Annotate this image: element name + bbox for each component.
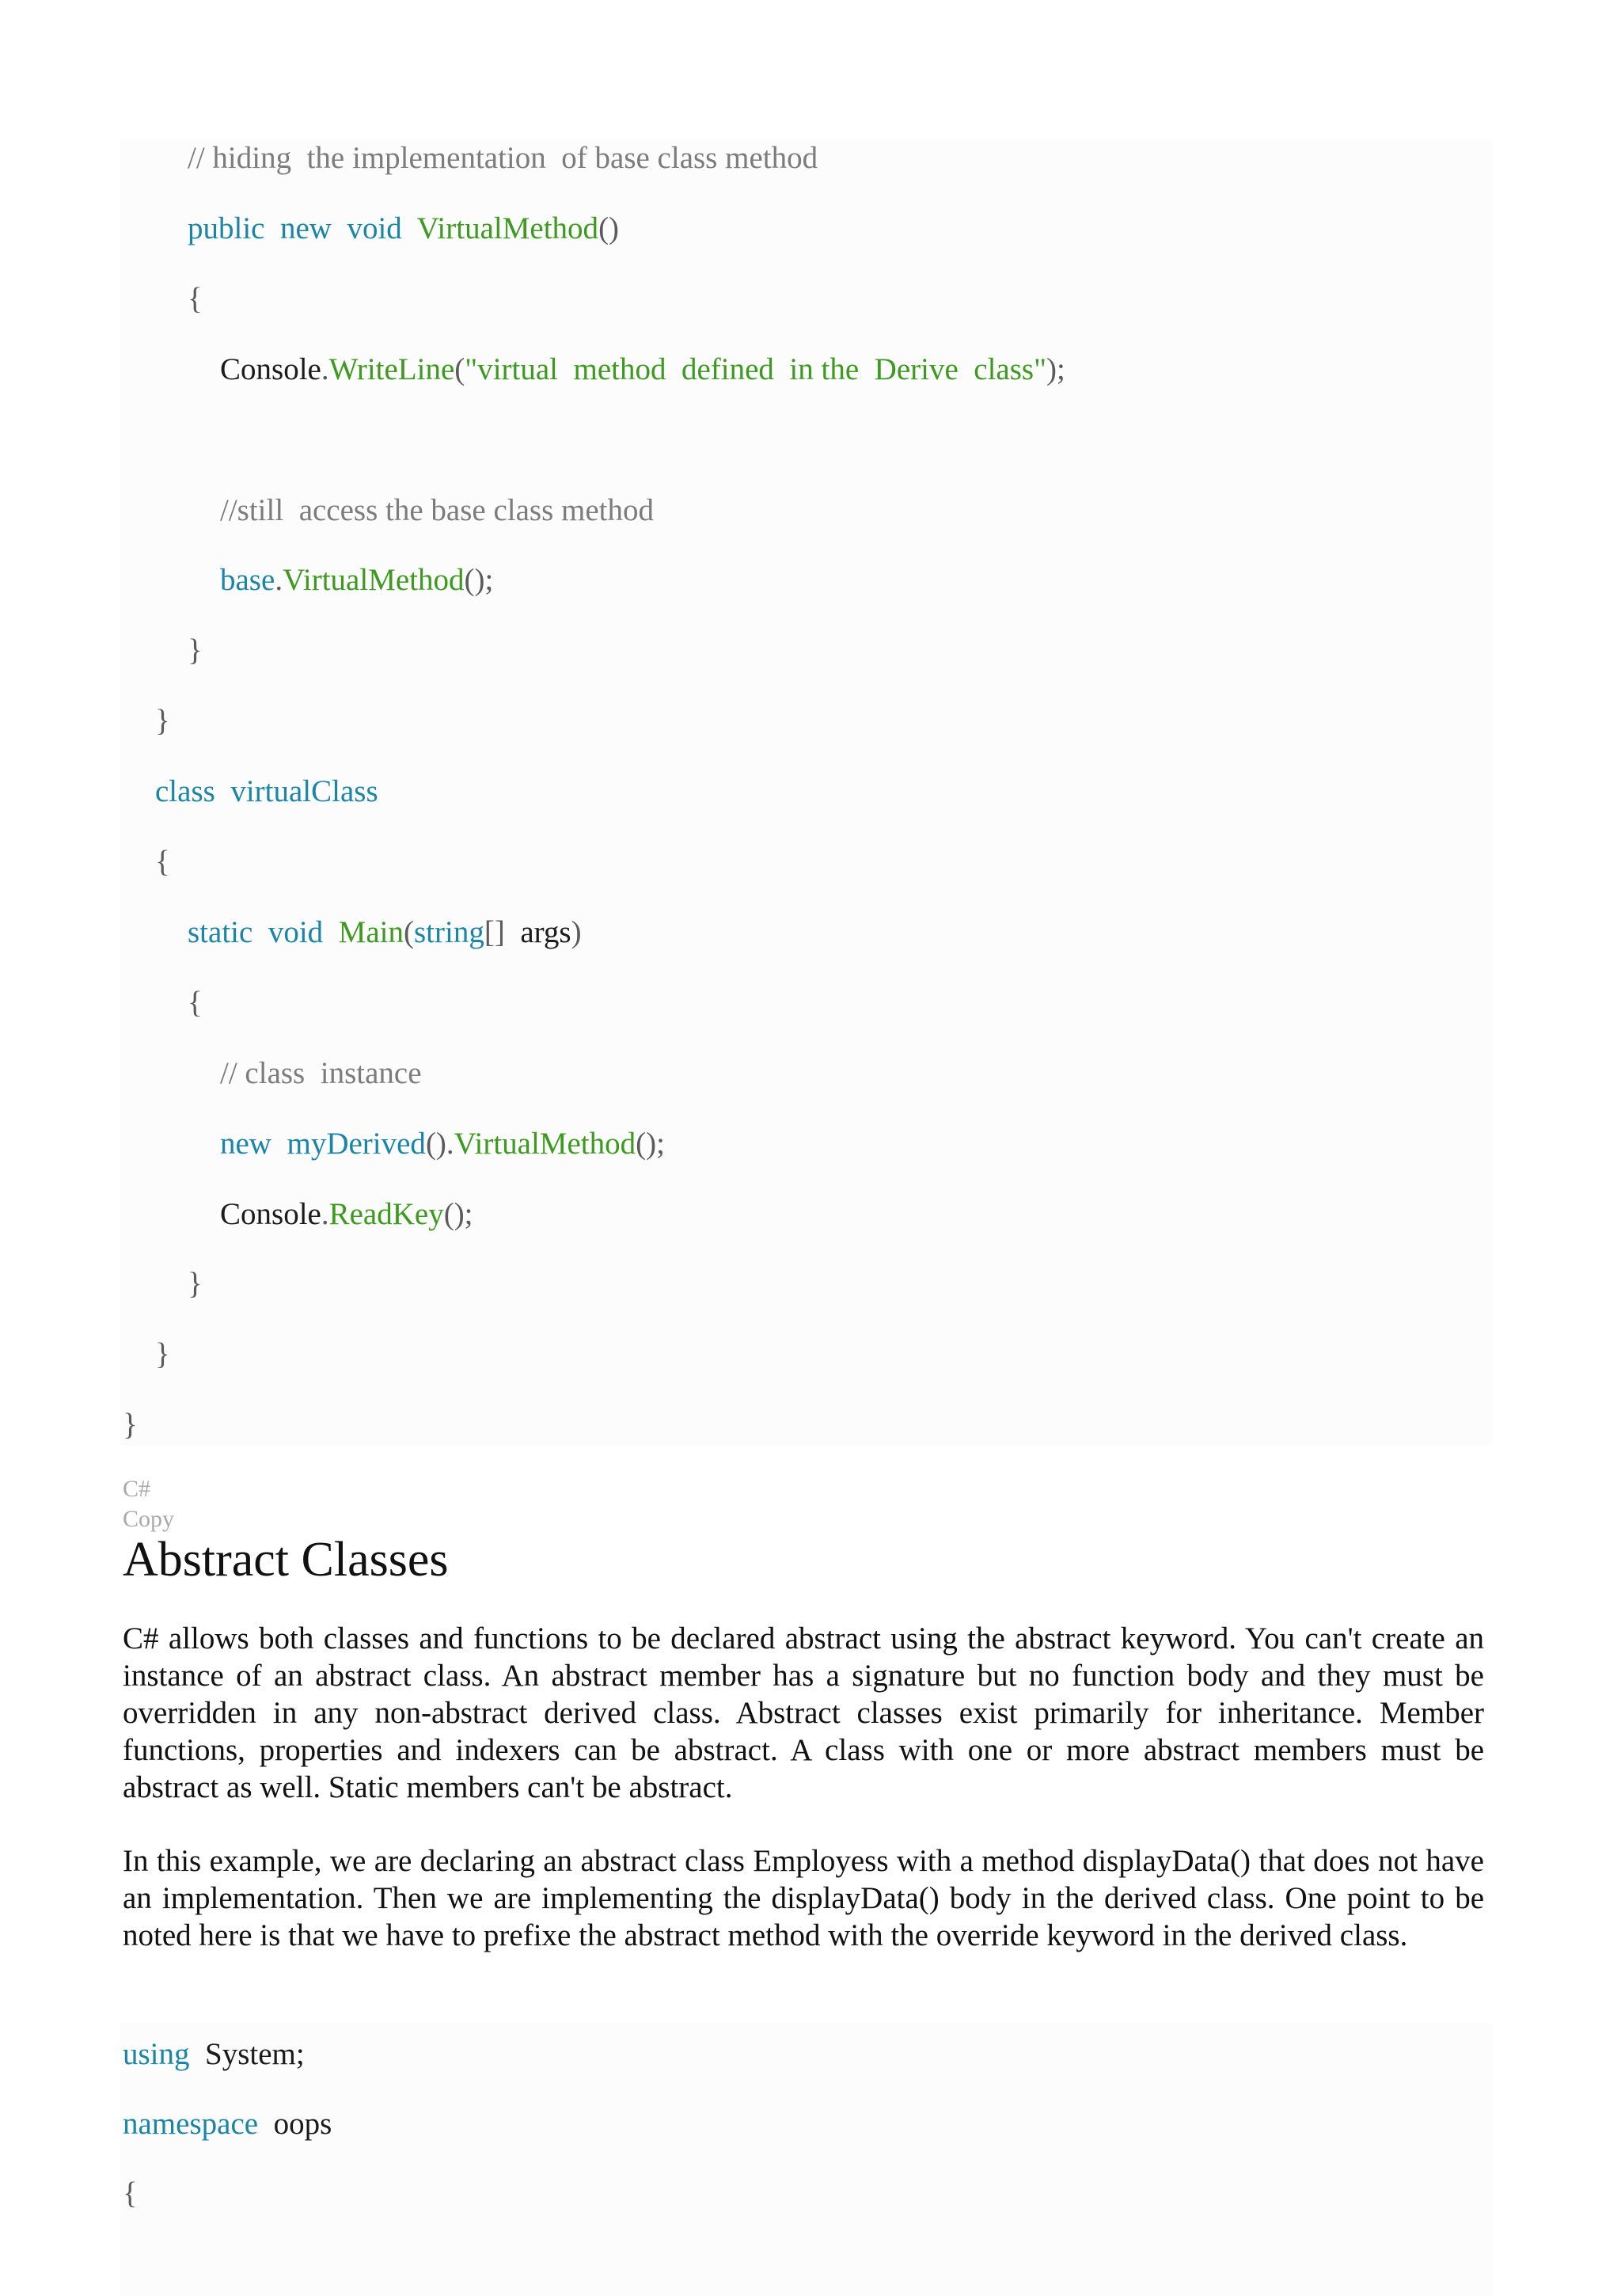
code-token: . bbox=[275, 563, 283, 598]
section-heading: Abstract Classes bbox=[123, 1533, 449, 1587]
code-token: . bbox=[321, 1196, 329, 1231]
code-token: VirtualMethod bbox=[416, 211, 599, 245]
code-token: (); bbox=[443, 1196, 473, 1231]
code-token: ) bbox=[571, 914, 582, 949]
code-token: (). bbox=[425, 1126, 454, 1161]
code-line bbox=[220, 346, 1065, 393]
code-token: ); bbox=[1046, 352, 1065, 386]
code-token bbox=[323, 915, 339, 949]
code-token: class bbox=[155, 774, 215, 809]
code-line bbox=[188, 205, 619, 253]
code-line bbox=[123, 1401, 138, 1449]
code-block-abstract-example bbox=[120, 2023, 1493, 2296]
code-token: ReadKey bbox=[328, 1196, 444, 1231]
code-token: { bbox=[188, 281, 203, 316]
code-token: oops bbox=[258, 2107, 332, 2141]
code-token: } bbox=[155, 1337, 170, 1372]
code-token: } bbox=[188, 1267, 203, 1302]
code-token: System; bbox=[189, 2037, 305, 2071]
code-line bbox=[188, 1260, 203, 1308]
code-line bbox=[123, 2170, 138, 2218]
code-token bbox=[332, 211, 347, 245]
code-line bbox=[123, 2031, 305, 2078]
code-token: virtualClass bbox=[230, 774, 378, 809]
code-token bbox=[402, 211, 417, 245]
code-line bbox=[123, 2100, 332, 2148]
code-line bbox=[188, 135, 818, 182]
code-token: ( bbox=[403, 914, 414, 949]
code-token: { bbox=[123, 2176, 138, 2210]
code-token bbox=[215, 774, 231, 808]
code-token: () bbox=[598, 211, 620, 245]
copy-code-button[interactable]: Copy bbox=[123, 1506, 175, 1532]
code-token: new bbox=[279, 211, 332, 245]
code-line bbox=[220, 557, 493, 604]
code-token: } bbox=[188, 633, 203, 668]
paragraph-abstract-intro: C# allows both classes and functions to be declared abstract using the abstract keyword. You can't create an instance of an abstract class. An abstract member has a signature but no function body and they must be overridden in any non-abstract derived class. Abstract classes exist primarily for inheritance. Member functions, properties and indexers can be abstract. A class with one or more abstract members must be abstract as well. Static members can't be abstract. bbox=[123, 1621, 1484, 1804]
code-token: new bbox=[220, 1126, 271, 1161]
code-token: "virtual method defined in the Derive class" bbox=[465, 352, 1046, 386]
code-token: (); bbox=[464, 563, 494, 598]
code-line bbox=[220, 487, 654, 534]
code-token: static bbox=[188, 914, 253, 949]
code-line bbox=[188, 979, 203, 1027]
code-line bbox=[220, 1191, 473, 1238]
code-token: public bbox=[188, 211, 265, 245]
code-token: } bbox=[123, 1408, 138, 1443]
code-token: } bbox=[155, 704, 170, 739]
code-token: void bbox=[268, 914, 324, 949]
code-token: VirtualMethod bbox=[283, 563, 465, 598]
code-line bbox=[220, 1120, 665, 1168]
code-line bbox=[188, 627, 203, 675]
code-token: using bbox=[123, 2037, 190, 2071]
code-token: // class instance bbox=[220, 1055, 422, 1090]
code-token: { bbox=[155, 845, 170, 879]
code-token: myDerived bbox=[287, 1126, 426, 1161]
code-token: Console bbox=[220, 1196, 321, 1231]
code-token: string bbox=[413, 914, 484, 949]
code-token bbox=[271, 1127, 287, 1161]
code-token: . bbox=[321, 352, 329, 386]
code-token: Console bbox=[220, 352, 321, 386]
code-token: ( bbox=[454, 352, 465, 386]
code-token: void bbox=[347, 211, 402, 245]
code-line bbox=[155, 768, 378, 815]
code-token: base bbox=[220, 563, 275, 598]
code-token: WriteLine bbox=[328, 352, 455, 386]
code-token: // hiding the implementation of base class method bbox=[188, 141, 818, 175]
code-line bbox=[188, 276, 203, 323]
code-token: [] bbox=[484, 914, 505, 949]
code-token bbox=[252, 915, 268, 949]
code-line bbox=[155, 838, 170, 886]
code-token: (); bbox=[636, 1126, 665, 1161]
code-line bbox=[220, 1050, 422, 1097]
code-line bbox=[188, 909, 582, 956]
code-line bbox=[155, 1331, 170, 1378]
code-block-virtual-method bbox=[120, 139, 1493, 1446]
code-line bbox=[155, 698, 170, 745]
code-token bbox=[264, 211, 280, 245]
code-language-label: C# bbox=[123, 1476, 151, 1502]
code-token: VirtualMethod bbox=[454, 1126, 636, 1161]
code-token: args bbox=[504, 914, 571, 949]
code-token: namespace bbox=[123, 2107, 259, 2141]
paragraph-abstract-example: In this example, we are declaring an abstract class Employess with a method displayData() that does not have an implementation. Then we are implementing the displayData() body in the derived class. One point to be noted here is that we have to prefixe the abstract method with the override keyword in the derived class. bbox=[123, 1844, 1484, 1952]
code-token: Main bbox=[338, 914, 404, 949]
code-token: { bbox=[188, 985, 203, 1020]
code-token: //still access the base class method bbox=[220, 492, 655, 527]
